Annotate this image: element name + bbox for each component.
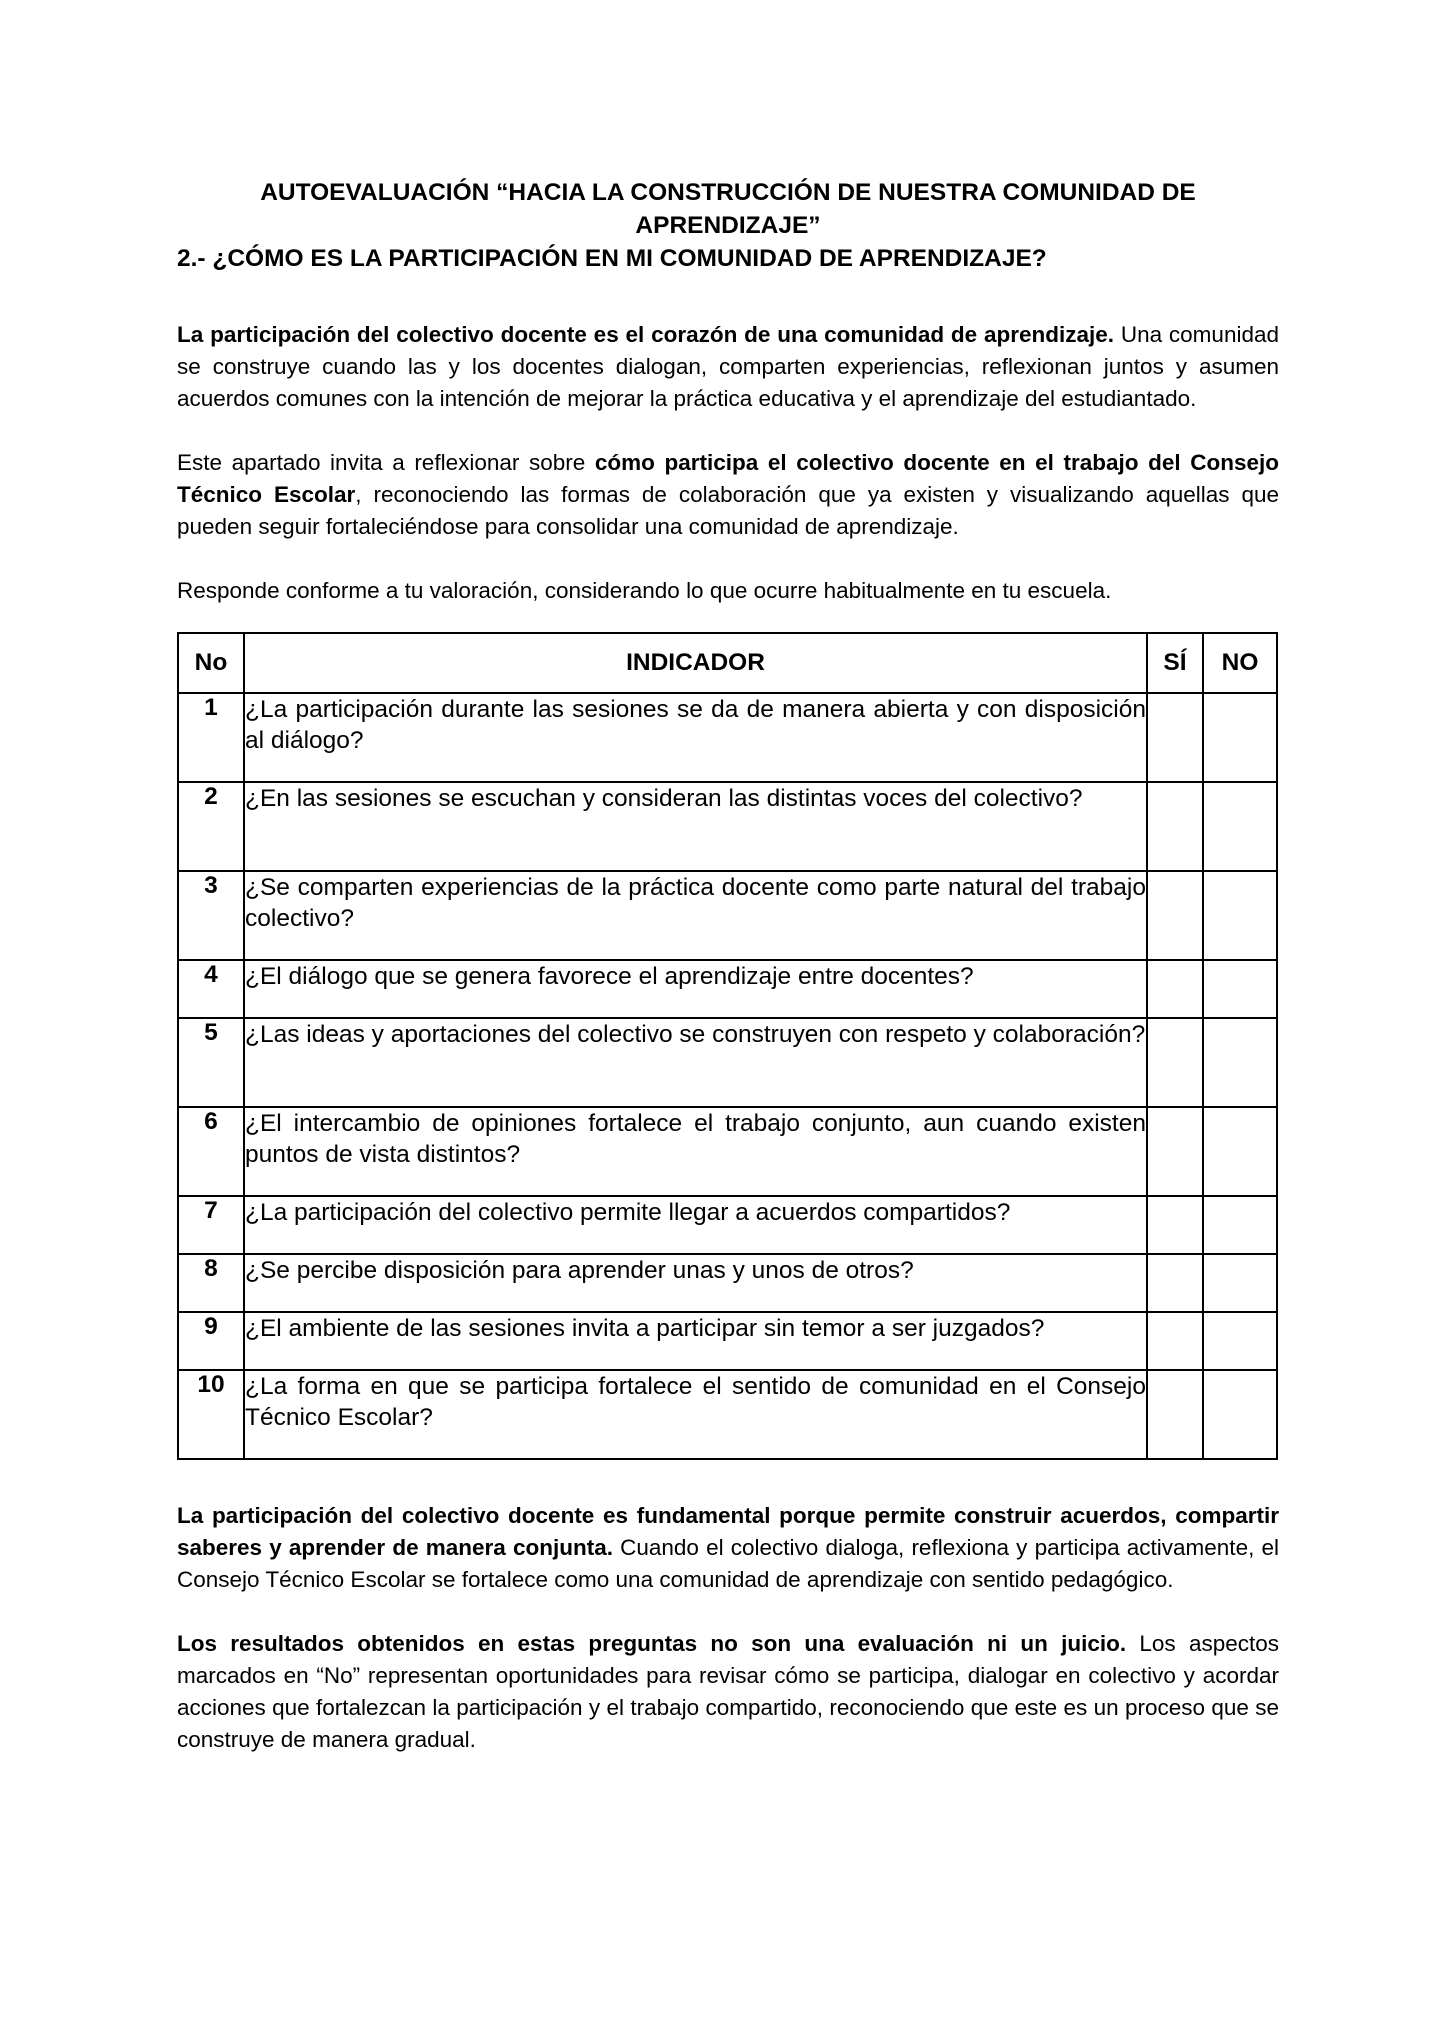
table-row xyxy=(178,782,1277,871)
row-number: 6 xyxy=(178,1107,244,1196)
header-indicator: INDICADOR xyxy=(244,633,1147,693)
yes-answer-cell[interactable] xyxy=(1147,960,1203,1018)
intro-paragraph-2-lead: Este apartado invita a reflexionar sobre xyxy=(177,450,595,475)
no-answer-cell[interactable] xyxy=(1203,1254,1277,1312)
no-answer-cell[interactable] xyxy=(1203,960,1277,1018)
intro-paragraph-1-bold: La participación del colectivo docente es el corazón de una comunidad de aprendizaje. xyxy=(177,322,1115,347)
row-number: 1 xyxy=(178,693,244,782)
document-title: AUTOEVALUACIÓN “HACIA LA CONSTRUCCIÓN DE NUESTRA COMUNIDAD DE APRENDIZAJE” xyxy=(260,179,1196,239)
row-number: 3 xyxy=(178,871,244,960)
row-number: 7 xyxy=(178,1196,244,1254)
yes-answer-cell[interactable] xyxy=(1147,871,1203,960)
table-row xyxy=(178,1018,1277,1107)
closing-paragraph-1 xyxy=(177,1500,1279,1596)
table-row xyxy=(178,1370,1277,1459)
row-indicator: ¿La participación del colectivo permite llegar a acuerdos compartidos? xyxy=(244,1196,1147,1254)
no-answer-cell[interactable] xyxy=(1203,693,1277,782)
intro-paragraph-1 xyxy=(177,319,1279,415)
section-heading: 2.- ¿CÓMO ES LA PARTICIPACIÓN EN MI COMUNIDAD DE APRENDIZAJE? xyxy=(177,245,1047,272)
header-yes: SÍ xyxy=(1147,633,1203,693)
yes-answer-cell[interactable] xyxy=(1147,1370,1203,1459)
table-header-row xyxy=(178,633,1277,693)
row-number: 10 xyxy=(178,1370,244,1459)
row-indicator: ¿La forma en que se participa fortalece el sentido de comunidad en el Consejo Técnico Escolar? xyxy=(244,1370,1147,1459)
table-row xyxy=(178,1312,1277,1370)
no-answer-cell[interactable] xyxy=(1203,1018,1277,1107)
row-indicator: ¿En las sesiones se escuchan y consideran las distintas voces del colectivo? xyxy=(244,782,1147,871)
closing-paragraph-2-text: Los aspectos marcados en “No” representan oportunidades para revisar cómo se participa, dialogar en colectivo y acordar acciones que fortalezcan la participación y el trabajo compartido, reconociendo que este es un proceso que se construye de manera gradual. xyxy=(177,1631,1279,1752)
yes-answer-cell[interactable] xyxy=(1147,1254,1203,1312)
yes-answer-cell[interactable] xyxy=(1147,1312,1203,1370)
intro-paragraph-2 xyxy=(177,447,1279,543)
no-answer-cell[interactable] xyxy=(1203,782,1277,871)
yes-answer-cell[interactable] xyxy=(1147,1196,1203,1254)
row-indicator: ¿Se comparten experiencias de la práctica docente como parte natural del trabajo colectivo? xyxy=(244,871,1147,960)
yes-answer-cell[interactable] xyxy=(1147,693,1203,782)
closing-paragraph-1-bold: La participación del colectivo docente es fundamental porque permite construir acuerdos, compartir saberes y aprender de manera conjunta. xyxy=(177,1503,1279,1560)
table-row xyxy=(178,1107,1277,1196)
row-number: 9 xyxy=(178,1312,244,1370)
row-indicator: ¿Se percibe disposición para aprender unas y unos de otros? xyxy=(244,1254,1147,1312)
yes-answer-cell[interactable] xyxy=(1147,1018,1203,1107)
no-answer-cell[interactable] xyxy=(1203,1196,1277,1254)
row-indicator: ¿Las ideas y aportaciones del colectivo se construyen con respeto y colaboración? xyxy=(244,1018,1147,1107)
header-number: No xyxy=(178,633,244,693)
document-content xyxy=(177,176,1279,1756)
no-answer-cell[interactable] xyxy=(1203,1312,1277,1370)
table-row xyxy=(178,1254,1277,1312)
row-number: 8 xyxy=(178,1254,244,1312)
row-number: 4 xyxy=(178,960,244,1018)
row-number: 5 xyxy=(178,1018,244,1107)
instructions-paragraph: Responde conforme a tu valoración, considerando lo que ocurre habitualmente en tu escuela. xyxy=(177,578,1112,603)
table-row xyxy=(178,960,1277,1018)
no-answer-cell[interactable] xyxy=(1203,1107,1277,1196)
intro-paragraph-2-text: , reconociendo las formas de colaboración que ya existen y visualizando aquellas que pueden seguir fortaleciéndose para consolidar una comunidad de aprendizaje. xyxy=(177,482,1279,539)
table-row xyxy=(178,871,1277,960)
no-answer-cell[interactable] xyxy=(1203,871,1277,960)
closing-paragraph-2 xyxy=(177,1628,1279,1756)
intro-paragraph-1-text: Una comunidad se construye cuando las y los docentes dialogan, comparten experiencias, reflexionan juntos y asumen acuerdos comunes con la intención de mejorar la práctica educativa y el aprendizaje del estudiantado. xyxy=(177,322,1279,411)
intro-paragraph-2-bold: cómo participa el colectivo docente en el trabajo del Consejo Técnico Escolar xyxy=(177,450,1279,507)
table-row xyxy=(178,693,1277,782)
header-no: NO xyxy=(1203,633,1277,693)
closing-paragraph-2-bold: Los resultados obtenidos en estas preguntas no son una evaluación ni un juicio. xyxy=(177,1631,1127,1656)
yes-answer-cell[interactable] xyxy=(1147,1107,1203,1196)
row-indicator: ¿El diálogo que se genera favorece el aprendizaje entre docentes? xyxy=(244,960,1147,1018)
row-number: 2 xyxy=(178,782,244,871)
row-indicator: ¿El intercambio de opiniones fortalece el trabajo conjunto, aun cuando existen puntos de vista distintos? xyxy=(244,1107,1147,1196)
table-row xyxy=(178,1196,1277,1254)
row-indicator: ¿El ambiente de las sesiones invita a participar sin temor a ser juzgados? xyxy=(244,1312,1147,1370)
yes-answer-cell[interactable] xyxy=(1147,782,1203,871)
self-assessment-table xyxy=(177,632,1278,1460)
no-answer-cell[interactable] xyxy=(1203,1370,1277,1459)
closing-paragraph-1-text: Cuando el colectivo dialoga, reflexiona y participa activamente, el Consejo Técnico Escolar se fortalece como una comunidad de aprendizaje con sentido pedagógico. xyxy=(177,1535,1279,1592)
row-indicator: ¿La participación durante las sesiones se da de manera abierta y con disposición al diálogo? xyxy=(244,693,1147,782)
